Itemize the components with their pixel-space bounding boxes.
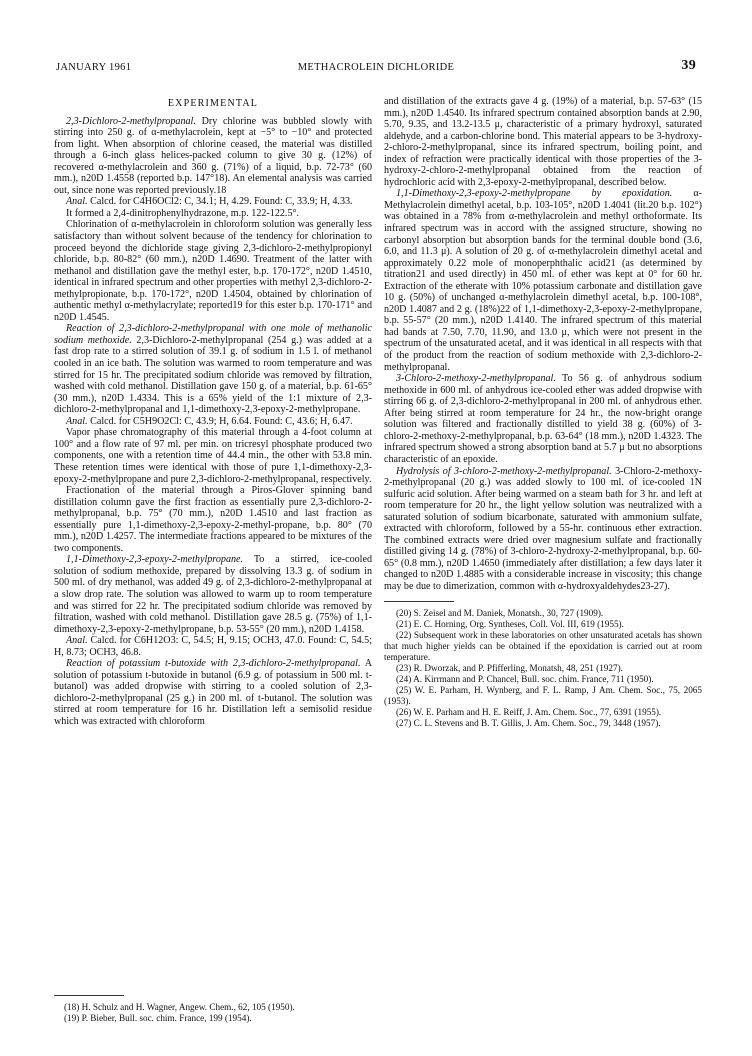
footnote: (19) P. Bieber, Bull. soc. chim. France, 199 (1954).	[64, 1013, 252, 1023]
paragraph-text: Calcd. for C4H6OCl2: C, 34.1; H, 4.29. Found: C, 33.9; H, 4.33.	[87, 196, 353, 208]
footnote: (25) W. E. Parham, H. Wynberg, and F. L. Ramp, J Am. Chem. Soc., 75, 2065 (1953).	[384, 684, 702, 706]
paragraph-text: A solution of potassium t-butoxide in butanol (6.9 g. of potassium in 500 ml. t-butanol) was added dropwise with stirring to a cooled solution of 2,3-dichloro-2-methylpropanal (25 g.) in 200 ml. of t-butanol. The solution was stirred at room temperature for 16 hr. Distillation left a semisolid residue which was extracted with chloroform	[54, 658, 372, 727]
paragraph-text: 3-Chloro-2-methoxy-2-methylpropanal (20 g.) was added slowly to 100 ml. of ice-cooled 1N sulfuric acid solution. After being warmed on a steam bath for 3 hr. and left at room temperature for 20 hr., the light yellow solution was neutralized with a saturated solution of sodium bicarbonate, saturated with ammonium sulfate, extracted with chloroform, followed by a 55-hr. continuous ether extraction. The combined extracts were dried over magnesium sulfate and fractionally distilled giving 14 g. (78%) of 3-chloro-2-hydroxy-2-methylpropanal, b.p. 60-65° (0.8 mm.), n20D 1.4650 (immediately after distillation; a few days later it changed to n20D 1.4885 with a considerable increase in viscosity; this change may be due to dimerization, common with α-hydroxyaldehydes23-27).	[384, 465, 702, 592]
paragraph	[384, 466, 702, 593]
right-footnotes	[384, 608, 702, 729]
paragraph-text: Dry chlorine was bubbled slowly with stirring into 250 g. of α-methylacrolein, kept at −5° to −10° and protected from light. When absorption of chlorine ceased, the material was distilled through a 6-inch glass helices-packed column to give 30 g. (12%) of recovered α-methylacrolein and 360 g. (71%) of a liquid, b.p. 72-73° (60 mm.), n20D 1.4558 (reported b.p. 147°18). An elemental analysis was carried out, since none was reported previously.18	[54, 115, 372, 196]
paragraph	[54, 416, 372, 428]
page-number: 39	[681, 58, 696, 73]
paragraph	[384, 96, 702, 188]
paragraph	[54, 658, 372, 727]
header-date: JANUARY 1961	[56, 62, 132, 73]
right-paragraphs	[384, 96, 702, 593]
paragraph-text: α-Methylacrolein dimethyl acetal, b.p. 103-105°, n20D 1.4041 (lit.20 b.p. 102°) was obtained in a 78% from α-methylacrolein and methyl orthoformate. Its infrared spectrum was in accord with the assigned structure, showing no carbonyl absorption but absorption bands for the terminal double bond (3.6, 6.0, and 11.3 μ). A solution of 20 g. of α-methylacrolein dimethyl acetal and approximately 0.22 mole of monoperphthalic acid21 (as determined by titration21 and used directly) in 450 ml. of ether was kept at 0° for 60 hr. Extraction of the etherate with 10% potassium carbonate and distillation gave 10 g. (50%) of unchanged α-methylacrolein dimethyl acetal, b.p. 100-108°, n20D 1.4087 and 2 g. (18%)22 of 1,1-dimethoxy-2,3-epoxy-2-methylpropane, b.p. 55-57° (20 mm.), n20D 1.4140. The infrared spectrum of this material had bands at 7.50, 7.70, 11.90, and 13.0 μ, which were not present in the spectrum of the unsaturated acetal, and it was identical in all respects with that of the product from the reaction of sodium methoxide with 2,3-dichloro-2-methylpropanal.	[384, 188, 702, 373]
paragraph-text: Calcd. for C5H9O2Cl: C, 43.9; H, 6.64. Found: C, 43.6; H, 6.47.	[87, 415, 353, 427]
footnote: (23) R. Dworzak, and P. Pfifferling, Monatsh, 48, 251 (1927).	[396, 662, 623, 673]
footnote: (18) H. Schulz and H. Wagner, Angew. Chem., 62, 105 (1950).	[64, 1002, 295, 1012]
paragraph	[54, 485, 372, 554]
footnote: (27) C. L. Stevens and B. T. Gillis, J. Am. Chem. Soc., 79, 3448 (1957).	[396, 717, 661, 728]
paragraph-text: 2,3-Dichloro-2-methylpropanal (254 g.) was added at a fast drop rate to a stirred solution of 39.1 g. of sodium in 1.5 l. of methanol cooled in an ice bath. The solution was warmed to room temperature and was stirred for 15 hr. The precipitated sodium chloride was removed by filtration, washed with cold methanol. Distillation gave 150 g. of a material, b.p. 61-65° (30 mm.), n20D 1.4334. This is a 65% yield of the 1:1 mixture of 2,3-dichloro-2-methylpropanal and 1,1-dimethoxy-2,3-epoxy-2-methylpropane.	[54, 334, 372, 416]
left-footnotes	[54, 995, 372, 1024]
paragraph	[54, 427, 372, 485]
paragraph-text: Chlorination of α-methylacrolein in chloroform solution was generally less satisfactory than without solvent because of the tendency for chlorination to proceed beyond the dichloride stage giving 2,3-dichloro-2-methylpropionyl chloride, b.p. 80-82° (60 mm.), n20D 1.4690. Treatment of the latter with methanol and distillation gave the methyl ester, b.p. 170-172°, n20D 1.4510, identical in infrared spectrum and other properties with methyl 2,3-dichloro-2-methylpropionate, b.p. 170-172°, n20D 1.4504, obtained by chlorination of authentic methyl α-methylacrylate; reported19 for this ester b.p. 170-171° and n20D 1.4545.	[54, 219, 372, 323]
paragraph	[384, 188, 702, 373]
paragraph-heading: 3-Chloro-2-methoxy-2-methylpropanal.	[396, 373, 556, 385]
footnote: (24) A. Kirrmann and P. Chancel, Bull. soc. chim. France, 711 (1950).	[396, 673, 654, 684]
paragraph-heading: 1,1-Dimethoxy-2,3-epoxy-2-methylpropane by epoxidation.	[396, 188, 673, 200]
paragraph-text: and distillation of the extracts gave 4 g. (19%) of a material, b.p. 57-63° (15 mm.), n20D 1.4540. Its infrared spectrum contained absorption bands at 2.90, 5.70, 9.35, and 13.2-13.5 μ, characteristic of a primary hydroxyl, saturated aldehyde, and a carbon-chlorine bond. This material appears to be 3-hydroxy-2-chloro-2-methylpropanal, since its infrared spectrum, boiling point, and index of refraction were practically identical with those properties of the 3-hydroxy-2-chloro-2-methylpropanal obtained from the reaction of hydrochloric acid with 2,3-epoxy-2-methylpropanal, described below.	[384, 96, 702, 188]
paragraph	[54, 554, 372, 635]
paragraph-heading: 2,3-Dichloro-2-methylpropanal.	[66, 115, 196, 127]
paragraph-text: It formed a 2,4-dinitrophenylhydrazone, m.p. 122-122.5°.	[66, 207, 300, 219]
header-running-title: METHACROLEIN DICHLORIDE	[297, 62, 455, 73]
paragraph-text: Fractionation of the material through a Piros-Glover spinning band distillation column gave the first fraction as essentially pure 2,3-dichloro-2-methylpropanal, b.p. 75° (70 mm.), n20D 1.4510 and last fraction as essentially pure 1,1-dimethoxy-2,3-epoxy-2-methyl-propane, b.p. 80° (70 mm.), n20D 1.4257. The intermediate fractions appeared to be mixtures of the two components.	[54, 485, 372, 554]
footnote: (20) S. Zeisel and M. Daniek, Monatsh., 30, 727 (1909).	[396, 607, 604, 618]
footnote-rule	[384, 601, 454, 602]
paragraph-heading: Hydrolysis of 3-chloro-2-methoxy-2-methylpropanal.	[396, 465, 612, 477]
footnote: (21) E. C. Horning, Org. Syntheses, Coll. Vol. III, 619 (1955).	[396, 618, 624, 629]
paragraph-heading: Reaction of potassium t-butoxide with 2,3-dichloro-2-methylpropanal.	[66, 658, 361, 670]
running-header	[56, 58, 696, 78]
paragraph-heading: Anal.	[66, 415, 88, 427]
footnote-rule	[54, 995, 124, 996]
footnote: (22) Subsequent work in these laboratories on other unsaturated acetals has shown that much higher yields can be obtained if the epoxidation is carried out at room temperature.	[384, 629, 702, 662]
paragraph-heading: Anal.	[66, 196, 88, 208]
paragraph-heading: Anal.	[66, 635, 88, 647]
paragraph-text: To a stirred, ice-cooled solution of sodium methoxide, prepared by dissolving 13.3 g. of sodium in 500 ml. of dry methanol, was added 49 g. of 2,3-dichloro-2-methylpropanal at a slow drop rate. The solution was allowed to warm up to room temperature and was stirred for 22 hr. The precipitated sodium chloride was removed by filtration, washed with cold methanol. Distillation gave 28.5 g. (75%) of 1,1-dimethoxy-2,3-epoxy-2-methylpropane, b.p. 53-55° (20 mm.), n20D 1.4158.	[54, 554, 372, 635]
paragraph-text: Vapor phase chromatography of this material through a 4-foot column at 100° and a flow rate of 97 ml. per min. on tricresyl phosphate produced two components, one with a retention time of 44.4 min., the other with 53.8 min. These retention times were identical with those of pure 1,1-dimethoxy-2,3-epoxy-2-methylpropane and pure 2,3-dichloro-2-methylpropanal, respectively.	[54, 427, 372, 485]
left-column	[54, 96, 372, 728]
paragraph	[54, 323, 372, 415]
paragraph	[54, 219, 372, 323]
paragraph-text: Calcd. for C6H12O3: C, 54.5; H, 9.15; OCH3, 47.0. Found: C, 54.5; H, 8.73; OCH3, 46.8.	[54, 635, 372, 658]
paragraph-heading: 1,1-Dimethoxy-2,3-epoxy-2-methylpropane.	[66, 554, 244, 566]
section-title: EXPERIMENTAL	[167, 98, 259, 109]
left-paragraphs	[54, 116, 372, 728]
paragraph	[54, 116, 372, 197]
paragraph	[384, 373, 702, 465]
paragraph-text: To 56 g. of anhydrous sodium methoxide in 600 ml. of anhydrous ice-cooled ether was added dropwise with stirring 66 g. of 2,3-dichloro-2-methylpropanal in 200 ml. of anhydrous ether. After being stirred at room temperature for 24 hr., the now-bright orange solution was filtered and fractionally distilled to yield 38 g. (60%) of 3-chloro-2-methoxy-2-methylpropanal, b.p. 63-64° (18 mm.), n20D 1.4323. The infrared spectrum showed a strong absorption band at 5.7 μ but no absorptions characteristic of an epoxide.	[384, 373, 702, 465]
paragraph-heading: Reaction of 2,3-dichloro-2-methylpropanal with one mole of methanolic sodium methoxide.	[54, 323, 372, 346]
footnote: (26) W. E. Parham and H. E. Reiff, J. Am. Chem. Soc., 77, 6391 (1955).	[396, 706, 662, 717]
paragraph	[54, 208, 372, 220]
paragraph	[54, 635, 372, 658]
right-column	[384, 96, 702, 729]
paragraph	[54, 196, 372, 208]
